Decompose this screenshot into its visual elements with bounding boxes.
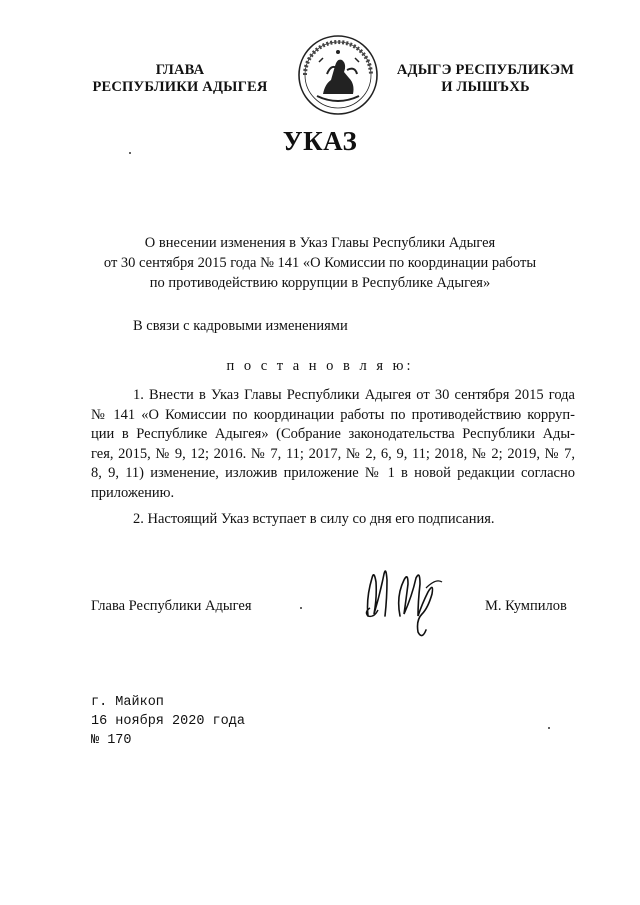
intro-text: В связи с кадровыми изменениями: [133, 318, 348, 334]
decree-subject: [80, 233, 560, 293]
header-left-line2: РЕСПУБЛИКИ АДЫГЕЯ: [92, 79, 268, 95]
decree-number: № 170: [91, 733, 132, 748]
subject-line3: по противодействию коррупции в Республике Адыгея»: [149, 275, 491, 291]
coat-of-arms-icon: [297, 34, 379, 116]
signatory-name: М. Кумпилов: [485, 598, 567, 614]
decree-item-1: [91, 386, 575, 503]
header-left-line1: ГЛАВА: [155, 62, 205, 78]
scan-speck: [548, 727, 550, 729]
handwritten-signature-icon: [360, 558, 455, 643]
item1-line1: 1. Внести в Указ Главы Республики Адыгея от 30 сентября 2015 года: [133, 387, 575, 403]
header-left: [80, 62, 280, 96]
decree-word: п о с т а н о в л я ю:: [226, 358, 414, 374]
signatory-position: Глава Республики Адыгея: [91, 598, 252, 614]
date: 16 ноября 2020 года: [91, 714, 245, 729]
subject-line2: от 30 сентября 2015 года № 141 «О Комиссии по координации работы: [103, 255, 537, 271]
decree-item-2: 2. Настоящий Указ вступает в силу со дня его подписания.: [133, 511, 495, 527]
item1-line5: 8, 9, 11) изменение, изложив приложение № 1 в новой редакции согласно: [91, 465, 575, 481]
subject-line1: О внесении изменения в Указ Главы Республики Адыгея: [144, 235, 496, 251]
header-right-line2: И ЛЫШЪХЬ: [441, 79, 530, 95]
scan-speck: [300, 607, 302, 609]
item1-line3: ции в Республике Адыгея» (Собрание законодательства Республики Ады-: [91, 426, 575, 442]
document-title: УКАЗ: [282, 126, 358, 156]
item1-line6: приложению.: [91, 484, 175, 501]
item1-line4: гея, 2015, № 9, 12; 2016. № 7, 11; 2017, № 2, 6, 9, 11; 2018, № 2; 2019, № 7,: [91, 445, 575, 462]
item1-line2: № 141 «О Комиссии по координации работы по противодействию корруп-: [91, 406, 575, 423]
header-right: [383, 62, 588, 96]
scan-speck: [129, 152, 131, 154]
place-date-block: [91, 693, 245, 750]
header-right-line1: АДЫГЭ РЕСПУБЛИКЭМ: [396, 62, 575, 78]
city: г. Майкоп: [91, 695, 164, 710]
